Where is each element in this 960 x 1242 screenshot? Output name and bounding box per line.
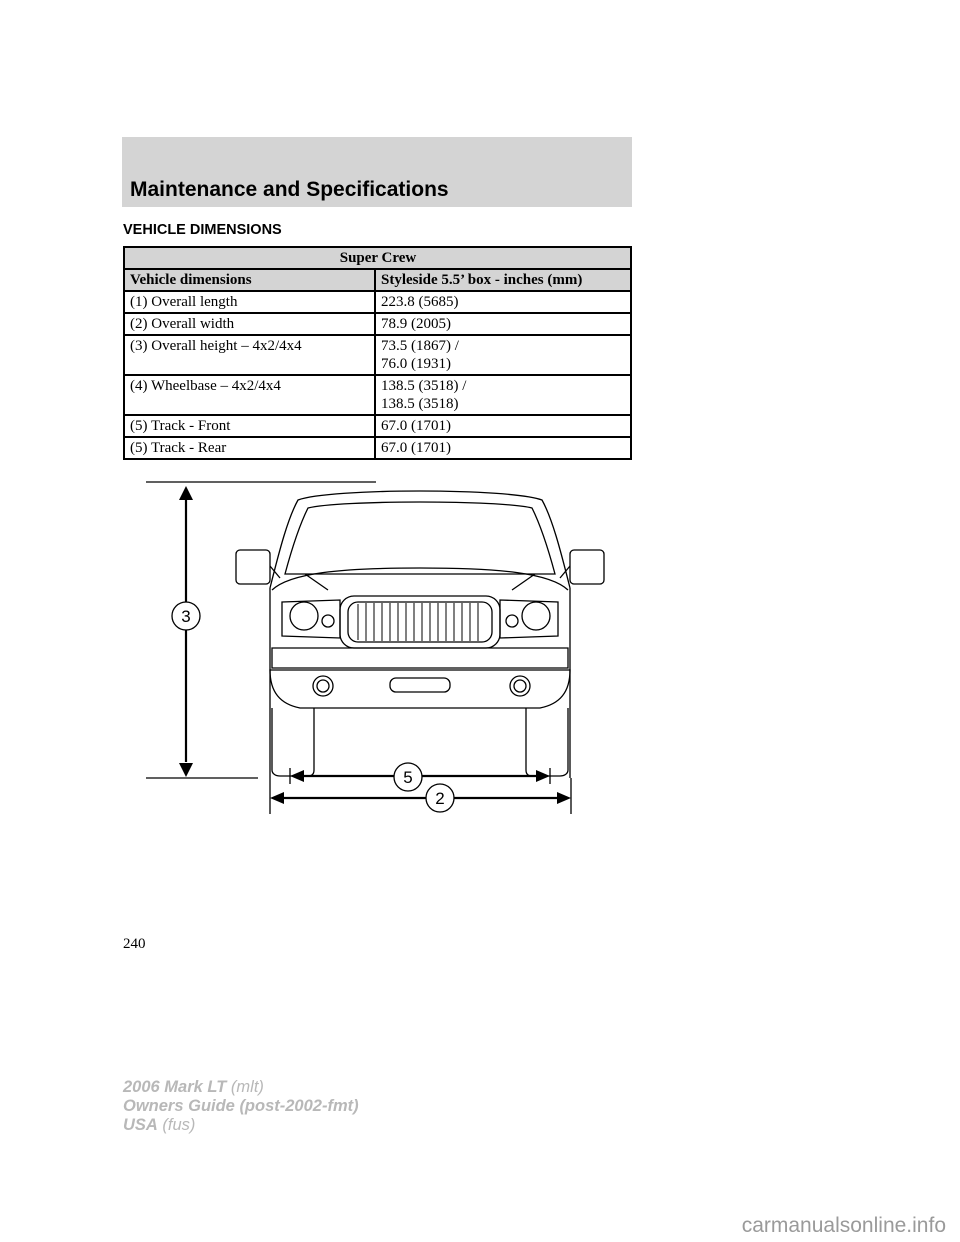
- right-headlight: [522, 602, 550, 630]
- truck-front-dimension-diagram: [140, 478, 610, 823]
- dimensions-table: [123, 246, 632, 460]
- right-tire: [526, 708, 568, 776]
- row-value: [375, 291, 631, 313]
- grille: [340, 596, 500, 648]
- left-signal-lamp: [322, 615, 334, 627]
- callout-height-label: 3: [181, 607, 191, 626]
- table-caption-row: [124, 247, 631, 269]
- grille-bars: [358, 603, 478, 641]
- row-value: [375, 313, 631, 335]
- footer-line: [123, 1078, 359, 1097]
- windshield: [285, 502, 555, 574]
- left-fog-lamp-inner: [317, 680, 329, 692]
- width-arrowhead-right: [557, 792, 571, 804]
- row-label: (4) Wheelbase – 4x2/4x4: [124, 375, 375, 415]
- footer-line: [123, 1097, 359, 1116]
- row-value-line: 138.5 (3518): [381, 396, 459, 412]
- callout-width: [426, 784, 454, 812]
- table-row: [124, 335, 631, 375]
- callout-track: [394, 763, 422, 791]
- column-header-styleside: [375, 269, 631, 291]
- hood-creases: [305, 574, 535, 590]
- row-label: (3) Overall height – 4x2/4x4: [124, 335, 375, 375]
- track-arrowhead-left: [290, 770, 304, 782]
- row-value: [375, 437, 631, 459]
- table-caption: Super Crew: [124, 247, 631, 269]
- row-value-line: 78.9 (2005): [381, 316, 451, 332]
- footer-line: [123, 1116, 359, 1135]
- page-number: 240: [123, 936, 146, 952]
- section-heading: VEHICLE DIMENSIONS: [123, 222, 282, 238]
- row-value-line: 138.5 (3518) /: [381, 378, 467, 394]
- table-row: [124, 291, 631, 313]
- column-header-styleside-line: Styleside 5.5’ box - inches: [381, 272, 544, 288]
- row-value-line: 73.5 (1867) /: [381, 338, 459, 354]
- upper-bumper: [272, 648, 568, 668]
- left-fog-lamp: [313, 676, 333, 696]
- right-fog-lamp-inner: [514, 680, 526, 692]
- row-value: [375, 375, 631, 415]
- bumper-center-recess: [390, 678, 450, 692]
- column-header-styleside-line: (mm): [547, 272, 583, 288]
- track-arrowhead-right: [536, 770, 550, 782]
- callout-width-label: 2: [435, 789, 445, 808]
- table-header-row: [124, 269, 631, 291]
- row-label: (5) Track - Front: [124, 415, 375, 437]
- right-mirror: [570, 550, 604, 584]
- table-row: [124, 437, 631, 459]
- footer-market: USA: [123, 1116, 158, 1134]
- right-signal-lamp: [506, 615, 518, 627]
- footer-model: 2006 Mark LT: [123, 1078, 227, 1096]
- height-arrowhead-top: [179, 486, 193, 500]
- callout-height: [172, 602, 200, 630]
- footer-market-code: (fus): [157, 1116, 196, 1134]
- watermark: carmanualsonline.info: [741, 1214, 946, 1237]
- row-value-line: 76.0 (1931): [381, 356, 451, 372]
- row-value: [375, 415, 631, 437]
- row-value: [375, 335, 631, 375]
- column-header-dimensions: Vehicle dimensions: [124, 269, 375, 291]
- table-row: [124, 313, 631, 335]
- footer-model-code: (mlt): [226, 1078, 264, 1096]
- row-value-line: 223.8 (5685): [381, 294, 459, 310]
- footer-guide: Owners Guide (post-2002-fmt): [123, 1097, 359, 1115]
- left-mirror: [236, 550, 270, 584]
- row-label: (1) Overall length: [124, 291, 375, 313]
- document-footer: [123, 1078, 359, 1135]
- right-fog-lamp: [510, 676, 530, 696]
- width-arrowhead-left: [270, 792, 284, 804]
- row-value-line: 67.0 (1701): [381, 440, 451, 456]
- page-title: Maintenance and Specifications: [130, 178, 449, 201]
- callout-track-label: 5: [403, 768, 413, 787]
- row-value-line: 67.0 (1701): [381, 418, 451, 434]
- hood-line: [272, 568, 568, 590]
- height-arrowhead-bottom: [179, 763, 193, 777]
- truck-front-view: [236, 491, 604, 778]
- left-headlight: [290, 602, 318, 630]
- table-row: [124, 415, 631, 437]
- row-label: (2) Overall width: [124, 313, 375, 335]
- row-label: (5) Track - Rear: [124, 437, 375, 459]
- table-row: [124, 375, 631, 415]
- left-tire: [272, 708, 314, 776]
